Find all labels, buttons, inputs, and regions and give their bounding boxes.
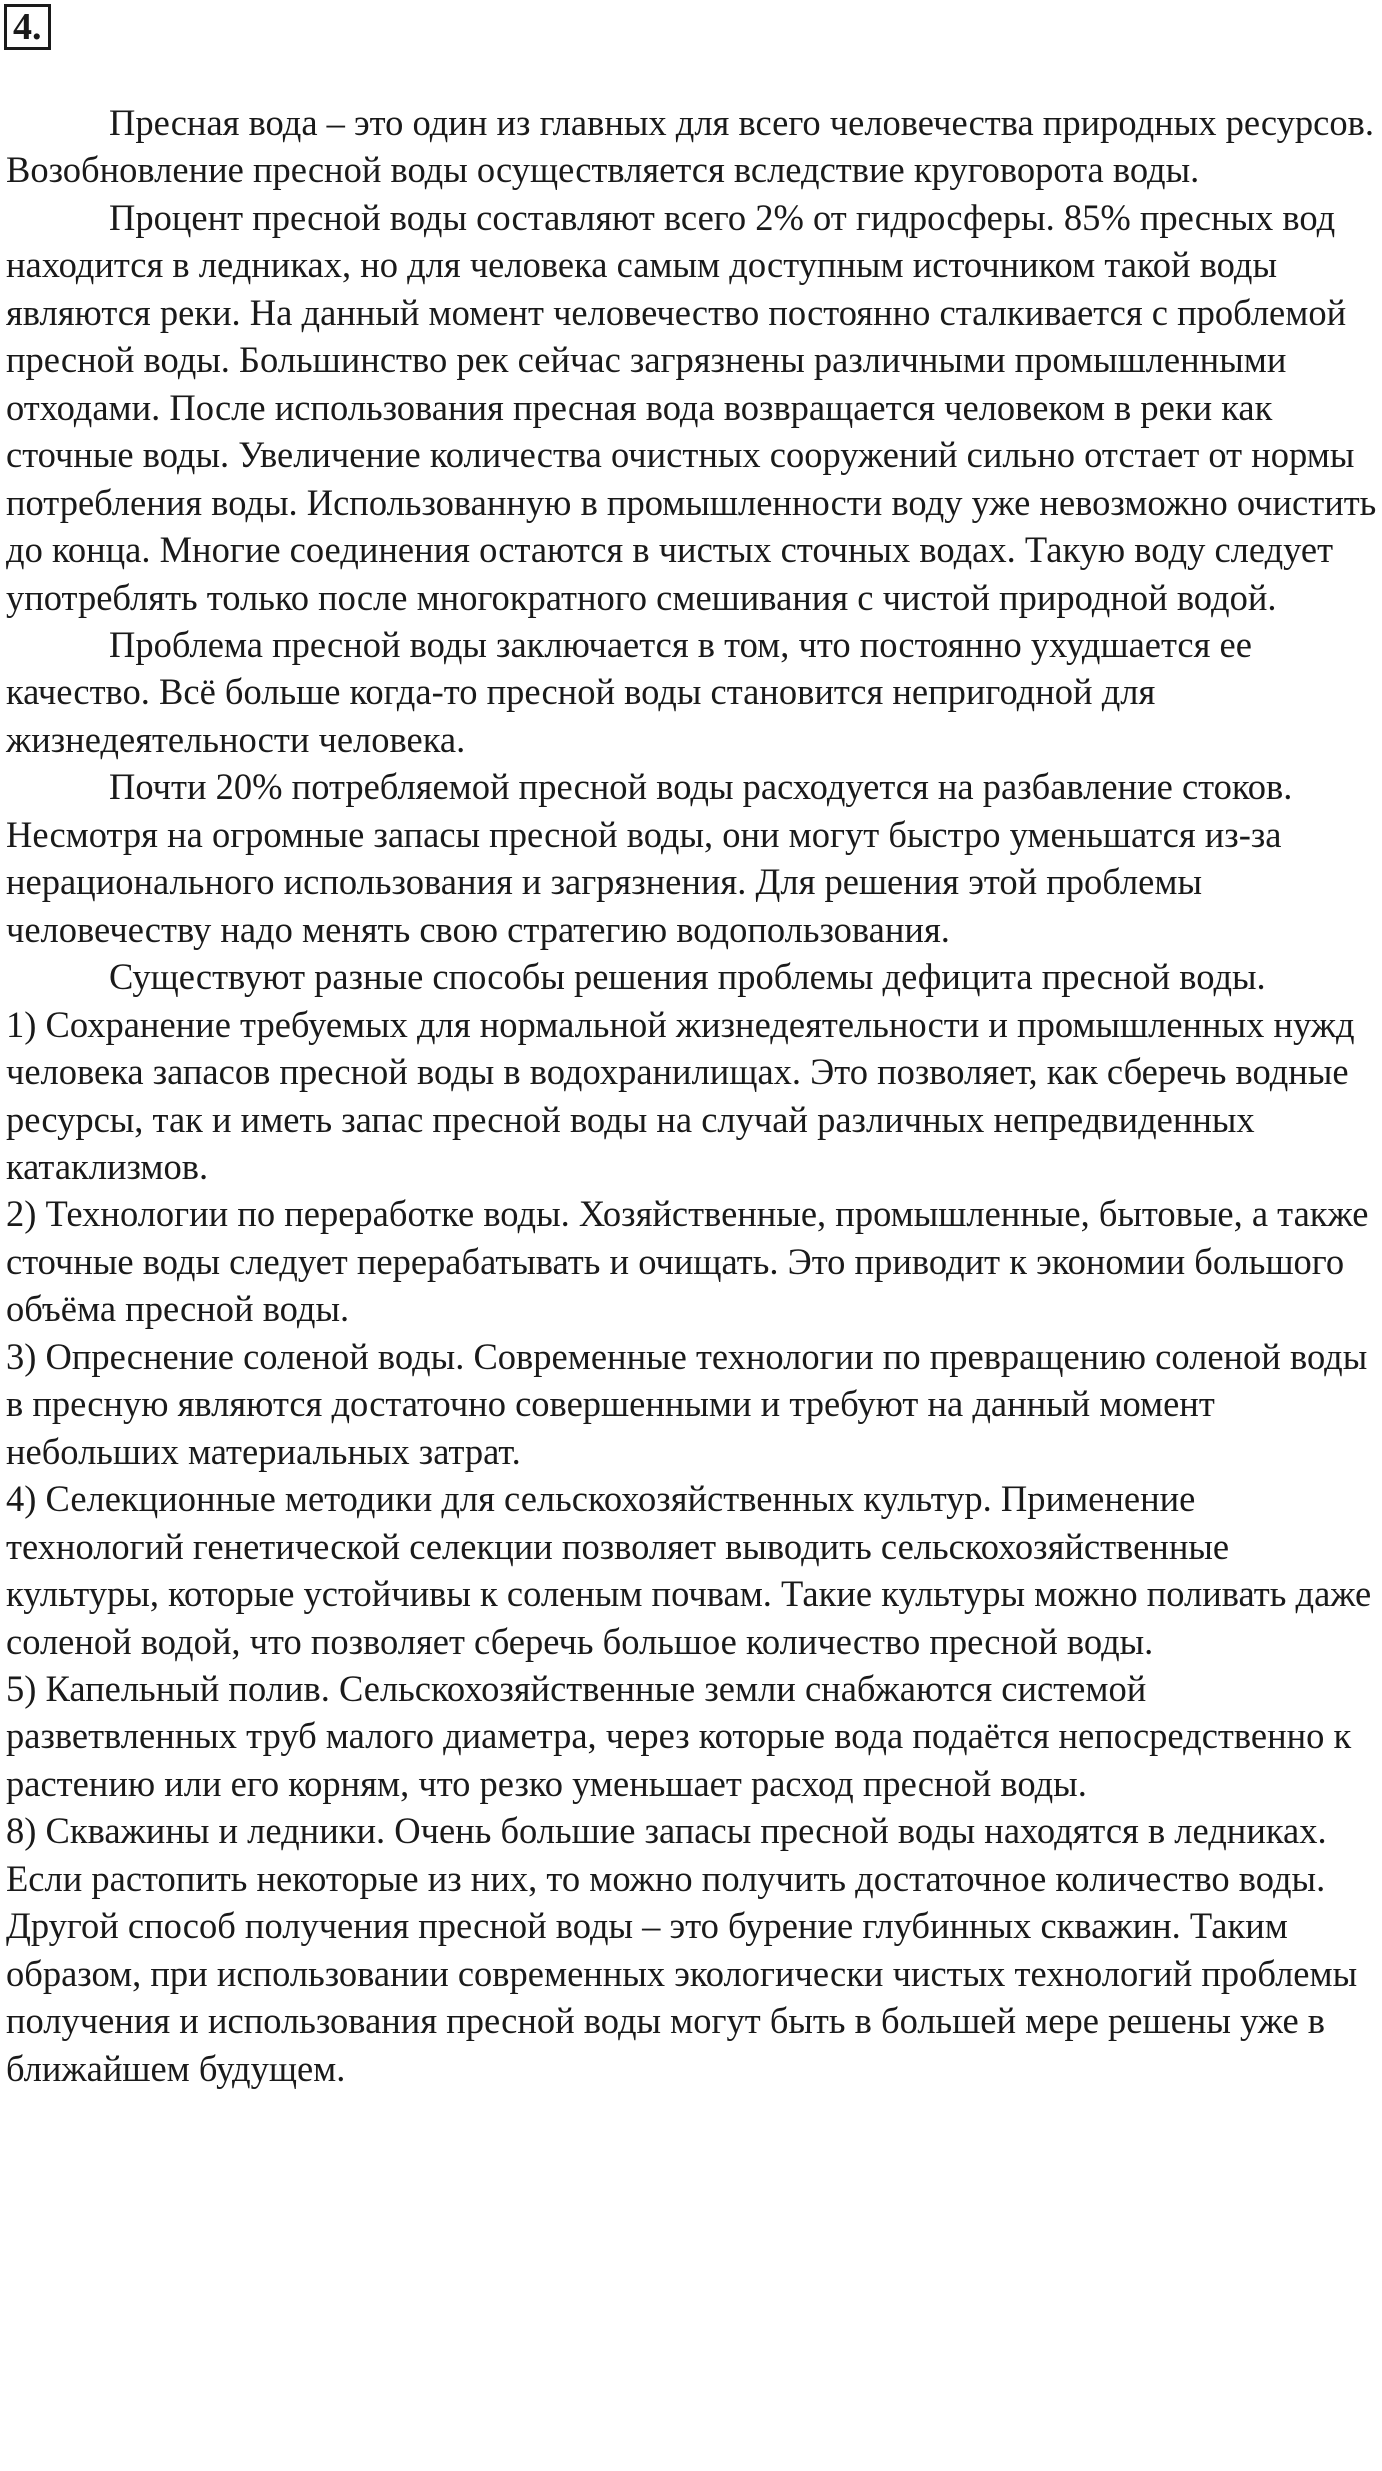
answer-text [6,99,1378,2092]
list-item-recycling: 2) Технологии по переработке воды. Хозяйственные, промышленные, бытовые, а также сточные воды следует перерабатывать и очищать. Это приводит к экономии большого объёма пресной воды. [6,1193,1369,1330]
paragraph-solutions-intro: Существуют разные способы решения проблемы дефицита пресной воды. [109,956,1266,998]
list-item-selection: 4) Селекционные методики для сельскохозяйственных культур. Применение технологий генетической селекции позволяет выводить сельскохозяйственные культуры, которые устойчивы к соленым почвам. Такие культуры можно поливать даже соленой водой, что позволяет сберечь большое количество пресной воды. [6,1478,1372,1662]
paragraph-problem: Проблема пресной воды заключается в том, что постоянно ухудшается ее качество. Всё больше когда-то пресной воды становится непригодной для жизнедеятельности человека. [6,623,1252,760]
list-item-desalination: 3) Опреснение соленой воды. Современные технологии по превращению соленой воды в пресную являются достаточно совершенными и требуют на данный момент небольших материальных затрат. [6,1335,1368,1472]
paragraph-statistics: Процент пресной воды составляют всего 2% от гидросферы. 85% пресных вод находится в ледниках, но для человека самым доступным источником такой воды являются реки. На данный момент человечество постоянно сталкивается с проблемой пресной воды. Большинство рек сейчас загрязнены различными промышленными отходами. После использования пресная вода возвращается человеком в реки как сточные воды. Увеличение количества очистных сооружений сильно отстает от нормы потребления воды. Использованную в промышленности воду уже невозможно очистить до конца. Многие соединения остаются в чистых сточных водах. Такую воду следует употреблять только после многократного смешивания с чистой природной водой. [6,196,1377,618]
paragraph-consumption: Почти 20% потребляемой пресной воды расходуется на разбавление стоков. Несмотря на огромные запасы пресной воды, они могут быстро уменьшатся из-за нерационального использования и загрязнения. Для решения этой проблемы человечеству надо менять свою стратегию водопользования. [6,766,1293,950]
list-item-reservoirs: 1) Сохранение требуемых для нормальной жизнедеятельности и промышленных нужд человека запасов пресной воды в водохранилищах. Это позволяет, как сберечь водные ресурсы, так и иметь запас пресной воды на случай различных непредвиденных катаклизмов. [6,1003,1355,1187]
task-number: 4. [4,4,51,50]
list-item-drip-irrigation: 5) Капельный полив. Сельскохозяйственные земли снабжаются системой разветвленных труб малого диаметра, через которые вода подаётся непосредственно к растению или его корням, что резко уменьшает расход пресной воды. [6,1667,1352,1804]
list-item-wells-glaciers: 8) Скважины и ледники. Очень большие запасы пресной воды находятся в ледниках. Если растопить некоторые из них, то можно получить достаточное количество воды. Другой способ получения пресной воды – это бурение глубинных скважин. Таким образом, при использовании современных экологически чистых технологий проблемы получения и использования пресной воды могут быть в большей мере решены уже в ближайшем будущем. [6,1810,1358,2089]
paragraph-intro: Пресная вода – это один из главных для всего человечества природных ресурсов. Возобновление пресной воды осуществляется вследствие круговорота воды. [6,102,1374,191]
